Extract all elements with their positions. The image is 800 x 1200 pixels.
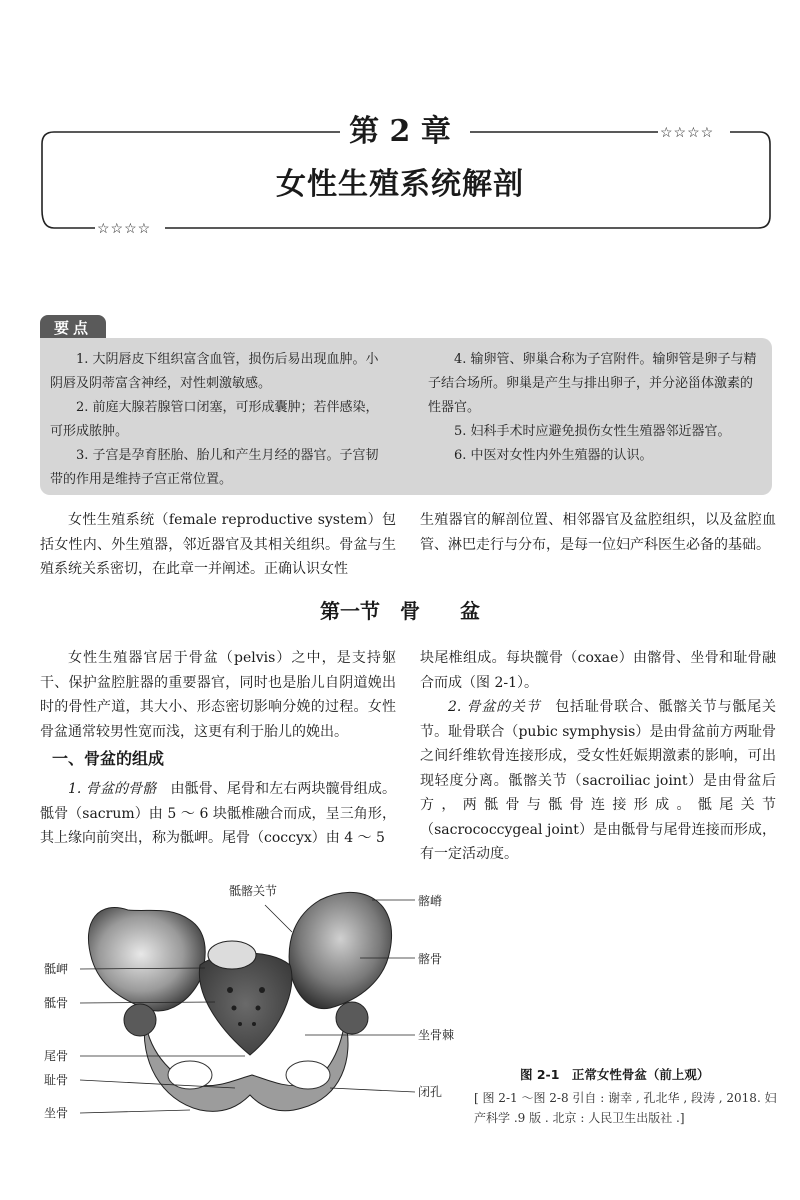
item1-paragraph: [40, 777, 396, 851]
label-ischial-spine: 坐骨棘: [418, 1028, 455, 1042]
star-ornament-top: ☆☆☆☆: [660, 125, 715, 141]
label-sacroiliac: 骶髂关节: [229, 884, 278, 898]
chapter-title: 女性生殖系统解剖: [276, 167, 524, 202]
star-ornament-bottom: ☆☆☆☆: [97, 221, 152, 237]
key-points-right: [428, 348, 764, 468]
key-point: 2. 前庭大腺若腺管口闭塞，可形成囊肿；若伴感染，可形成脓肿。: [50, 400, 379, 439]
label-iliac-crest: 髂嵴: [418, 894, 443, 908]
label-obturator: 闭孔: [418, 1085, 443, 1099]
key-point: 4. 输卵管、卵巢合称为子宫附件。输卵管是卵子与精子结合场所。卵巢是产生与排出卵子，并分泌甾体激素的性器官。: [428, 352, 757, 415]
key-points-tab: 要点: [40, 315, 106, 341]
item1-term: 1. 骨盆的骨骼: [68, 781, 157, 797]
label-promontory: 骶岬: [44, 962, 69, 976]
label-coccyx: 尾骨: [44, 1049, 69, 1063]
pelvis-illustration: [40, 870, 480, 1130]
intro-right: [420, 508, 776, 557]
section-left-col: [40, 646, 396, 744]
key-point: 1. 大阴唇皮下组织富含血管，损伤后易出现血肿。小阴唇及阴蒂富含神经，对性刺激敏感。: [50, 352, 379, 391]
figure-caption: 图 2-1 正常女性骨盆（前上观）: [520, 1067, 710, 1082]
left-ilium: [88, 907, 205, 1011]
key-point: 6. 中医对女性内外生殖器的认识。: [454, 448, 653, 463]
intro-left: [40, 508, 396, 582]
label-sacrum: 骶骨: [44, 996, 69, 1010]
section-paragraph: 女性生殖器官居于骨盆（pelvis）之中，是支持躯干、保护盆腔脏器的重要器官，同时也是胎儿自阴道娩出时的骨性产道，其大小、形态密切影响分娩的过程。女性骨盆通常较男性宽而浅，这更有利于胎儿的娩出。: [40, 650, 396, 740]
label-ischium: 坐骨: [44, 1106, 69, 1120]
intro-paragraph-cont: 生殖器官的解剖位置、相邻器官及盆腔组织，以及盆腔血管、淋巴走行与分布，是每一位妇产科医生必备的基础。: [420, 512, 776, 553]
section-paragraph-cont: 块尾椎组成。每块髋骨（coxae）由髂骨、坐骨和耻骨融合而成（图 2-1）。: [420, 650, 776, 691]
subheading: 一、骨盆的组成: [52, 749, 165, 768]
figure-source: [ 图 2-1 ～图 2-8 引自 : 谢幸 , 孔北华 , 段涛 , 2018. 妇产科学 .9 版 . 北京 : 人民卫生出版社 .]: [474, 1091, 777, 1125]
label-ilium: 髂骨: [418, 952, 443, 966]
key-point: 3. 子宫是孕育胚胎、胎儿和产生月经的器官。子宫韧带的作用是维持子宫正常位置。: [50, 448, 379, 487]
section-right-col: [420, 646, 776, 867]
item2-text: 包括耻骨联合、骶髂关节与骶尾关节。耻骨联合（pubic symphysis）是由骨盆前方两耻骨之间纤维软骨连接形成，受女性妊娠期激素的影响，可出现轻度分离。骶髂关节（sacroiliac joint）是由骨盆后方，两骶骨与骶骨连接形成。骶尾关节（sacrococcygeal joint）是由骶骨与尾骨连接而形成，有一定活动度。: [420, 699, 776, 862]
sacrum-shape: [199, 953, 292, 1055]
item1-text: 由骶骨、尾骨和左右两块髋骨组成。骶骨（sacrum）由 5 ～ 6 块骶椎融合而成，呈三角形，其上缘向前突出，称为骶岬。尾骨（coccyx）由 4 ～ 5: [40, 781, 396, 846]
section-title: 第一节 骨 盆: [320, 599, 480, 623]
right-ilium: [289, 892, 391, 1008]
key-points-left: [50, 348, 390, 492]
chapter-number: 第 2 章: [349, 114, 451, 149]
label-pubis: 耻骨: [44, 1073, 69, 1087]
key-point: 5. 妇科手术时应避免损伤女性生殖器邻近器官。: [454, 424, 731, 439]
intro-paragraph: 女性生殖系统（female reproductive system）包括女性内、外生殖器，邻近器官及其相关组织。骨盆与生殖系统关系密切，在此章一并阐述。正确认识女性: [40, 512, 396, 577]
item2-term: 2. 骨盆的关节: [448, 699, 541, 715]
